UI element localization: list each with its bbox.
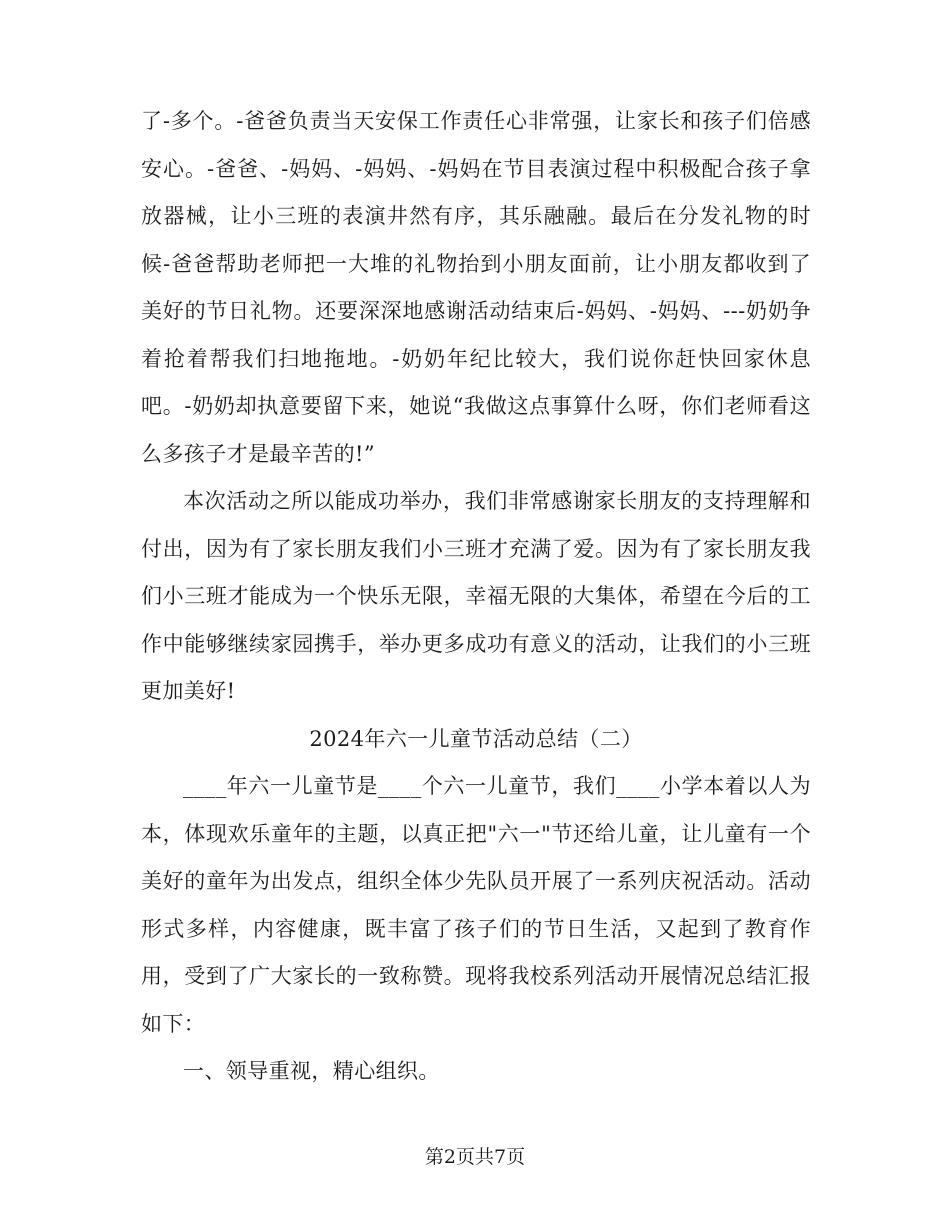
page-number-footer: 第2页共7页 bbox=[424, 1146, 526, 1168]
continuation-paragraph: 了-多个。-爸爸负责当天安保工作责任心非常强，让家长和孩子们倍感安心。-爸爸、-妈妈、-妈妈、-妈妈在节目表演过程中积极配合孩子拿放器械，让小三班的表演井然有序，其乐融融。最后在分发礼物的时候-爸爸帮助老师把一大堆的礼物抬到小朋友面前，让小朋友都收到了美好的节日礼物。还要深深地感谢活动结束后-妈妈、-妈妈、---奶奶争着抢着帮我们扫地拖地。-奶奶年纪比较大，我们说你赶快回家休息吧。-奶奶却执意要留下来，她说“我做这点事算什么呀，你们老师看这么多孩子才是最辛苦的!” bbox=[141, 109, 811, 466]
section-title: 2024年六一儿童节活动总结（二） bbox=[309, 726, 643, 751]
heading-one: 一、领导重视，精心组织。 bbox=[183, 1059, 440, 1083]
document-body bbox=[141, 98, 811, 1096]
closing-paragraph: 本次活动之所以能成功举办，我们非常感谢家长朋友的支持理解和付出，因为有了家长朋友我们小三班才充满了爱。因为有了家长朋友我们小三班才能成为一个快乐无限，幸福无限的大集体，希望在今后的工作中能够继续家园携手，举办更多成功有意义的活动，让我们的小三班更加美好! bbox=[141, 489, 811, 703]
intro-paragraph: ____年六一儿童节是____个六一儿童节，我们____小学本着以人为本，体现欢乐童年的主题，以真正把"六一"节还给儿童，让儿童有一个美好的童年为出发点，组织全体少先队员开展了一系列庆祝活动。活动形式多样，内容健康，既丰富了孩子们的节日生活，又起到了教育作用，受到了广大家长的一致称赞。现将我校系列活动开展情况总结汇报如下： bbox=[141, 774, 811, 1036]
